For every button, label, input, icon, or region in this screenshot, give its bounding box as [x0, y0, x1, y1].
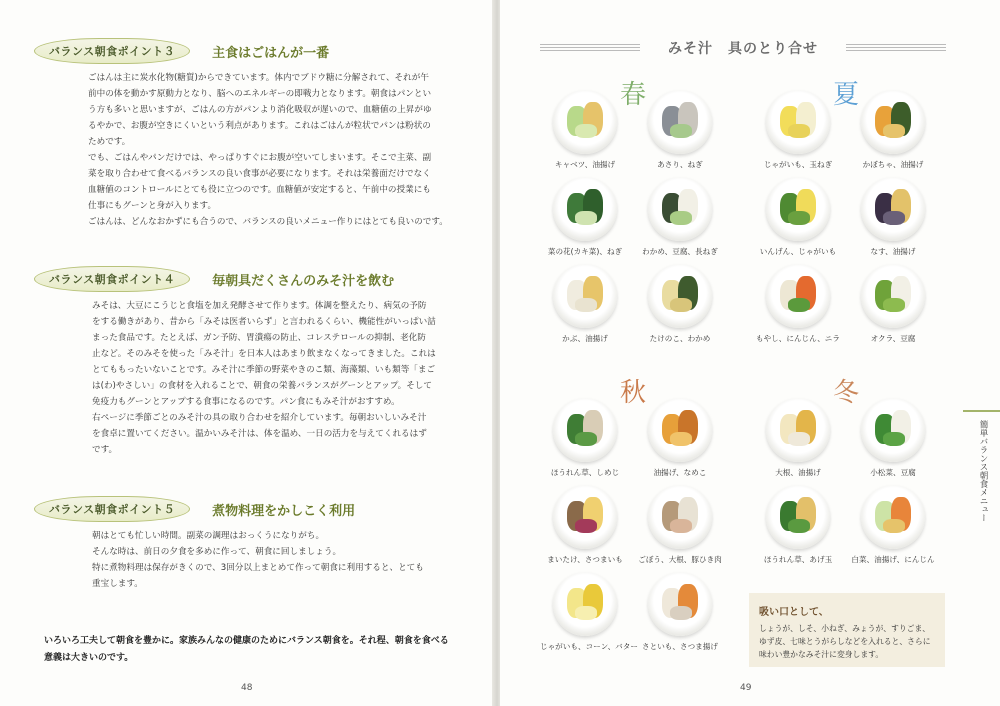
bowl-caption: ごぼう、大根、豚ひき肉 [638, 555, 722, 564]
bowl-caption: 菜の花(カキ菜)、ねぎ [547, 247, 623, 256]
miso-bowl-winter [753, 398, 843, 478]
bowl-caption: 油揚げ、なめこ [653, 468, 707, 477]
point3-title: 主食はごはんが一番 [212, 45, 330, 61]
point4-badge: バランス朝食ポイント４ [34, 266, 190, 292]
text-line: みそは、大豆にこうじと食塩を加え発酵させて作ります。体調を整えたり、病気の予防 [92, 301, 427, 311]
text-line: は(わ)やさしい」の食材を入れることで、朝食の栄養バランスがグーンとアップ。そして [92, 381, 432, 391]
ingredient-shape [788, 211, 810, 225]
page-number-right: 49 [740, 683, 752, 693]
point3-badge: バランス朝食ポイント３ [34, 38, 190, 64]
ingredient-shape [670, 211, 692, 225]
text-line: 右ページに季節ごとのみそ汁の具の取り合わせを紹介しています。毎朝おいしいみそ汁 [92, 413, 427, 423]
side-tab-line [963, 410, 1000, 412]
bowl-image [648, 398, 712, 462]
ingredient-shape [788, 124, 810, 138]
miso-bowl-autumn [540, 572, 638, 652]
bowl-caption: なす、油揚げ [870, 247, 916, 256]
miso-bowl-spring [635, 90, 725, 170]
bowl-caption: まいたけ、さつまいも [547, 555, 623, 564]
bowl-caption: 小松菜、豆腐 [870, 468, 916, 477]
season-summer-label: 夏 [833, 80, 860, 110]
miso-title-bar [540, 38, 946, 58]
right-page [500, 0, 1000, 706]
ingredient-shape [788, 298, 810, 312]
text-line: 仕事にもグーンと身が入ります。 [88, 201, 217, 211]
bowl-image [553, 90, 617, 154]
bowl-image [553, 177, 617, 241]
bowl-image [766, 398, 830, 462]
miso-bowl-summer [753, 90, 843, 170]
bowl-caption: かぼちゃ、油揚げ [862, 160, 924, 169]
miso-bowl-spring [540, 177, 630, 257]
bowl-caption: 大根、油揚げ [775, 468, 821, 477]
closing-line: 意義は大きいのです。 [44, 653, 134, 663]
bowl-image [553, 398, 617, 462]
bowl-image [553, 572, 617, 636]
bowl-caption: わかめ、豆腐、長ねぎ [642, 247, 718, 256]
bowl-image [553, 485, 617, 549]
bowl-caption: キャベツ、油揚げ [554, 160, 616, 169]
ingredient-shape [670, 606, 692, 620]
page-number-left: 48 [241, 683, 253, 693]
ingredient-shape [883, 211, 905, 225]
bowl-image [766, 264, 830, 328]
suikuchi-box [749, 593, 945, 667]
miso-bowl-winter [848, 485, 938, 565]
bowl-image [648, 90, 712, 154]
suikuchi-line: 味わい豊かなみそ汁に変身します。 [759, 650, 884, 659]
text-line: 菜を取り合わせて食べるバランスの良い食事が必要になります。それは栄養面だけでなく [88, 169, 431, 179]
bowl-image [766, 177, 830, 241]
miso-bowl-spring [540, 264, 630, 344]
ingredient-shape [575, 519, 597, 533]
season-winter-label: 冬 [833, 378, 860, 408]
point5-header [34, 496, 355, 522]
bowl-caption: じゃがいも、玉ねぎ [763, 160, 833, 169]
bowl-image [861, 177, 925, 241]
bowl-caption: かぶ、油揚げ [562, 334, 608, 343]
bowl-caption: オクラ、豆腐 [870, 334, 916, 343]
season-spring-label: 春 [620, 80, 647, 110]
bowl-caption: もやし、にんじん、ニラ [756, 334, 840, 343]
suikuchi-line: ゆず皮、七味とうがらしなどを入れると、さらに [759, 637, 931, 646]
bowl-image [553, 264, 617, 328]
text-line: るやかで、お腹が空きにくいという利点があります。これはごはんが粒状でパンは粉状の [88, 121, 431, 131]
left-page [0, 0, 495, 706]
ingredient-shape [575, 298, 597, 312]
ingredient-shape [883, 519, 905, 533]
ingredient-shape [883, 124, 905, 138]
bowl-image [766, 485, 830, 549]
text-line: 朝はとても忙しい時間。副菜の調理はおっくうになりがち。 [92, 531, 325, 541]
miso-bowl-summer [753, 177, 843, 257]
miso-bowl-winter [753, 485, 843, 565]
text-line: 前中の体を動かす原動力となり、脳へのエネルギーの即戦力となります。朝食はパンとい [88, 89, 432, 99]
point3-body [88, 70, 468, 230]
ingredient-shape [670, 124, 692, 138]
bowl-image [861, 90, 925, 154]
text-line: 血糖値のコントロールにとても役に立つのです。血糖値が安定すると、午前中の授業にも [88, 185, 431, 195]
text-line: ためです。 [88, 137, 131, 147]
bowl-image [766, 90, 830, 154]
text-line: 止など。そのみそを使った「みそ汁」を日本人はあまり飲まなくなってきました。これは [92, 349, 436, 359]
text-line: ごはんは主に炭水化物(糖質)からできています。体内でブドウ糖に分解されて、それが午 [88, 73, 429, 83]
side-label: 簡単バランス朝食メニュー [978, 420, 988, 522]
text-line: そんな時は、前日の夕食を多めに作って、朝食に回しましょう。 [92, 547, 342, 557]
point5-badge: バランス朝食ポイント５ [34, 496, 190, 522]
bowl-caption: いんげん、じゃがいも [759, 247, 837, 256]
page-title: みそ汁 具のとり合せ [668, 41, 818, 57]
miso-bowl-spring [635, 264, 725, 344]
text-line: ごはんは、どんなおかずにも合うので、バランスの良いメニュー作りにはとても良いのです。 [88, 217, 448, 227]
ingredient-shape [575, 211, 597, 225]
bowl-caption: 白菜、油揚げ、にんじん [851, 555, 935, 564]
bowl-image [648, 485, 712, 549]
bowl-caption: さといも、さつま揚げ [642, 642, 718, 651]
ingredient-shape [575, 432, 597, 446]
closing-line: いろいろ工夫して朝食を豊かに。家族みんなの健康のためにバランス朝食を。それ程、朝食を食べる [44, 636, 449, 646]
miso-bowl-autumn [635, 572, 725, 652]
bowl-image [861, 485, 925, 549]
point4-title: 毎朝具だくさんのみそ汁を飲む [212, 273, 395, 289]
miso-bowl-spring [540, 90, 630, 170]
text-line: とてももったいないことです。みそ汁に季節の野菜やきのこ類、海藻類、いも類等「まご [92, 365, 436, 375]
miso-bowl-spring [635, 177, 725, 257]
text-line: 特に煮物料理は保存がきくので、3回分以上まとめて作って朝食に利用すると、とても [92, 563, 424, 573]
ingredient-shape [788, 519, 810, 533]
bowl-caption: ほうれん草、しめじ [550, 468, 620, 477]
suikuchi-body [759, 622, 935, 661]
text-line: を食卓に置いてください。温かいみそ汁は、体を温め、一日の活力を与えてくれるはず [92, 429, 427, 439]
point4-body [92, 298, 468, 458]
ingredient-shape [883, 298, 905, 312]
ingredient-shape [883, 432, 905, 446]
suikuchi-title: 吸い口として、 [759, 607, 829, 618]
miso-bowl-autumn [635, 485, 725, 565]
point4-header [34, 266, 394, 292]
text-line: 重宝します。 [92, 579, 143, 589]
ingredient-shape [575, 606, 597, 620]
ingredient-shape [670, 298, 692, 312]
bowl-image [648, 264, 712, 328]
miso-bowl-summer [848, 90, 938, 170]
text-line: う方も多いと思いますが、ごはんの方がパンより消化吸収が遅いので、血糖値の上昇がゆ [88, 105, 432, 115]
bowl-caption: じゃがいも、コーン、バター [540, 642, 638, 651]
closing-statement [44, 633, 464, 667]
point5-body [92, 528, 462, 592]
miso-bowl-winter [848, 398, 938, 478]
miso-bowl-summer [753, 264, 843, 344]
text-line: でも、ごはんやパンだけでは、やっぱりすぐにお腹が空いてしまいます。そこで主菜、副 [88, 153, 432, 163]
season-autumn-label: 秋 [620, 378, 647, 408]
ingredient-shape [670, 432, 692, 446]
miso-bowl-summer [848, 177, 938, 257]
ingredient-shape [788, 432, 810, 446]
bowl-image [861, 398, 925, 462]
point3-header [34, 38, 329, 64]
bowl-image [648, 177, 712, 241]
bowl-image [861, 264, 925, 328]
text-line: まった食品です。たとえば、ガン予防、胃潰瘍の防止、コレステロールの抑制、老化防 [92, 333, 426, 343]
ingredient-shape [670, 519, 692, 533]
text-line: をする働きがあり、昔から「みそは医者いらず」と言われるくらい、機能性がいっぱい詰 [92, 317, 436, 327]
ingredient-shape [575, 124, 597, 138]
miso-bowl-summer [848, 264, 938, 344]
miso-bowl-autumn [540, 398, 630, 478]
bowl-caption: ほうれん草、あげ玉 [763, 555, 833, 564]
bowl-image [648, 572, 712, 636]
text-line: です。 [92, 445, 118, 455]
miso-bowl-autumn [635, 398, 725, 478]
bowl-caption: たけのこ、わかめ [649, 334, 711, 343]
suikuchi-line: しょうが、しそ、小ねぎ、みょうが、すりごま、 [759, 624, 931, 633]
bowl-caption: あさり、ねぎ [657, 160, 703, 169]
point5-title: 煮物料理をかしこく利用 [212, 503, 356, 519]
miso-bowl-autumn [540, 485, 630, 565]
text-line: 免疫力もグーンとアップする食事になるのです。パン食にもみそ汁がおすすめ。 [92, 397, 400, 407]
